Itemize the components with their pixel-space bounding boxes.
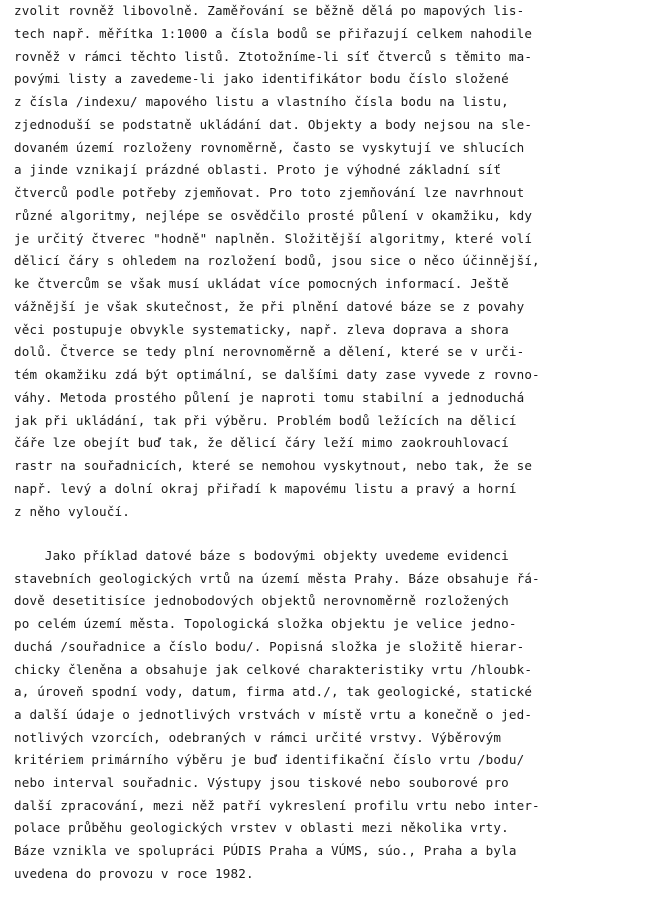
text-line: další zpracování, mezi něž patří vykreslení profilu vrtu nebo inter- [14,797,540,813]
text-line: čáře lze obejít buď tak, že dělicí čáry leží mimo zaokrouhlovací [14,435,509,451]
text-line: nebo interval souřadnic. Výstupy jsou tiskové nebo souborové pro [14,775,509,790]
text-line: chicky členěna a obsahuje jak celkové charakteristiky vrtu /hloubk- [14,661,533,677]
text-line: Jako příklad datové báze s bodovými objekty uvedeme evidenci [14,548,509,563]
text-line: zvolit rovněž libovolně. Zaměřování se běžně dělá po mapových lis- [14,3,525,18]
text-line: stavebních geologických vrtů na území města Prahy. Báze obsahuje řá- [14,570,540,586]
text-line: tém okamžiku zdá být optimální, se dalšími daty zase vyvede z rovno- [14,367,540,382]
text-line: vážnější je však skutečnost, že při plnění datové báze se z povahy [14,298,525,314]
text-line: ke čtvercům se však musí ukládat více pomocných informací. Ještě [14,276,509,291]
text-line: dělicí čáry s ohledem na rozložení bodů, jsou sice o něco účinnější, [14,253,540,269]
text-line: dově desetitisíce jednobodových objektů nerovnoměrně rozložených [14,593,509,609]
text-line: váhy. Metoda prostého půlení je naproti tomu stabilní a jednoduchá [14,389,525,405]
text-line: dovaném území rozloženy rovnoměrně, často se vyskytují ve shlucích [14,139,525,155]
text-line: povými listy a zavedeme-li jako identifikátor bodu číslo složené [14,71,509,87]
text-line: a jinde vznikají prázdné oblasti. Proto je výhodné základní síť [14,162,502,178]
text-line: polace průběhu geologických vrstev v oblasti mezi několika vrty. [14,820,509,836]
text-line: z čísla /indexu/ mapového listu a vlastního čísla bodu na listu, [14,94,509,109]
text-line: je určitý čtverec "hodně" naplněn. Složitější algoritmy, které volí [14,230,533,246]
text-line: dolů. Čtverce se tedy plní nerovnoměrně a dělení, které se v urči- [14,344,525,360]
text-line: Báze vznikla ve spolupráci PÚDIS Praha a VÚMS, súo., Praha a byla [14,843,517,859]
text-line: duchá /souřadnice a číslo bodu/. Popisná složka je složitě hierar- [14,638,525,654]
text-line: např. levý a dolní okraj přiřadí k mapovému listu a pravý a horní [14,480,517,496]
text-line: různé algoritmy, nejlépe se osvědčilo prosté půlení v okamžiku, kdy [14,207,533,223]
text-line: z něho vyloučí. [14,503,130,519]
text-line: notlivých vzorcích, odebraných v rámci určité vrstvy. Výběrovým [14,729,502,745]
text-line: uvedena do provozu v roce 1982. [14,865,254,881]
text-line: zjednoduší se podstatně ukládání dat. Objekty a body nejsou na sle- [14,116,533,132]
text-line: rovněž v rámci těchto listů. Ztotožníme-li síť čtverců s těmito ma- [14,48,533,64]
text-line: tech např. měřítka 1:1000 a čísla bodů se přiřazují celkem nahodile [14,25,533,41]
text-line: věci postupuje obvykle systematicky, např. zleva doprava a shora [14,321,509,337]
text-line: a, úroveň spodní vody, datum, firma atd./, tak geologické, statické [14,684,533,700]
text-line: a další údaje o jednotlivých vrstvách v místě vrtu a konečně o jed- [14,706,533,722]
text-line: jak při ukládání, tak při výběru. Problém bodů ležících na dělicí [14,412,517,428]
text-line: po celém území města. Topologická složka objektu je velice jedno- [14,616,517,632]
text-line: rastr na souřadnicích, které se nemohou vyskytnout, nebo tak, že se [14,458,533,473]
text-line: čtverců podle potřeby zjemňovat. Pro toto zjemňování lze navrhnout [14,185,525,200]
text-line: kritériem primárního výběru je buď identifikační číslo vrtu /bodu/ [14,752,525,768]
